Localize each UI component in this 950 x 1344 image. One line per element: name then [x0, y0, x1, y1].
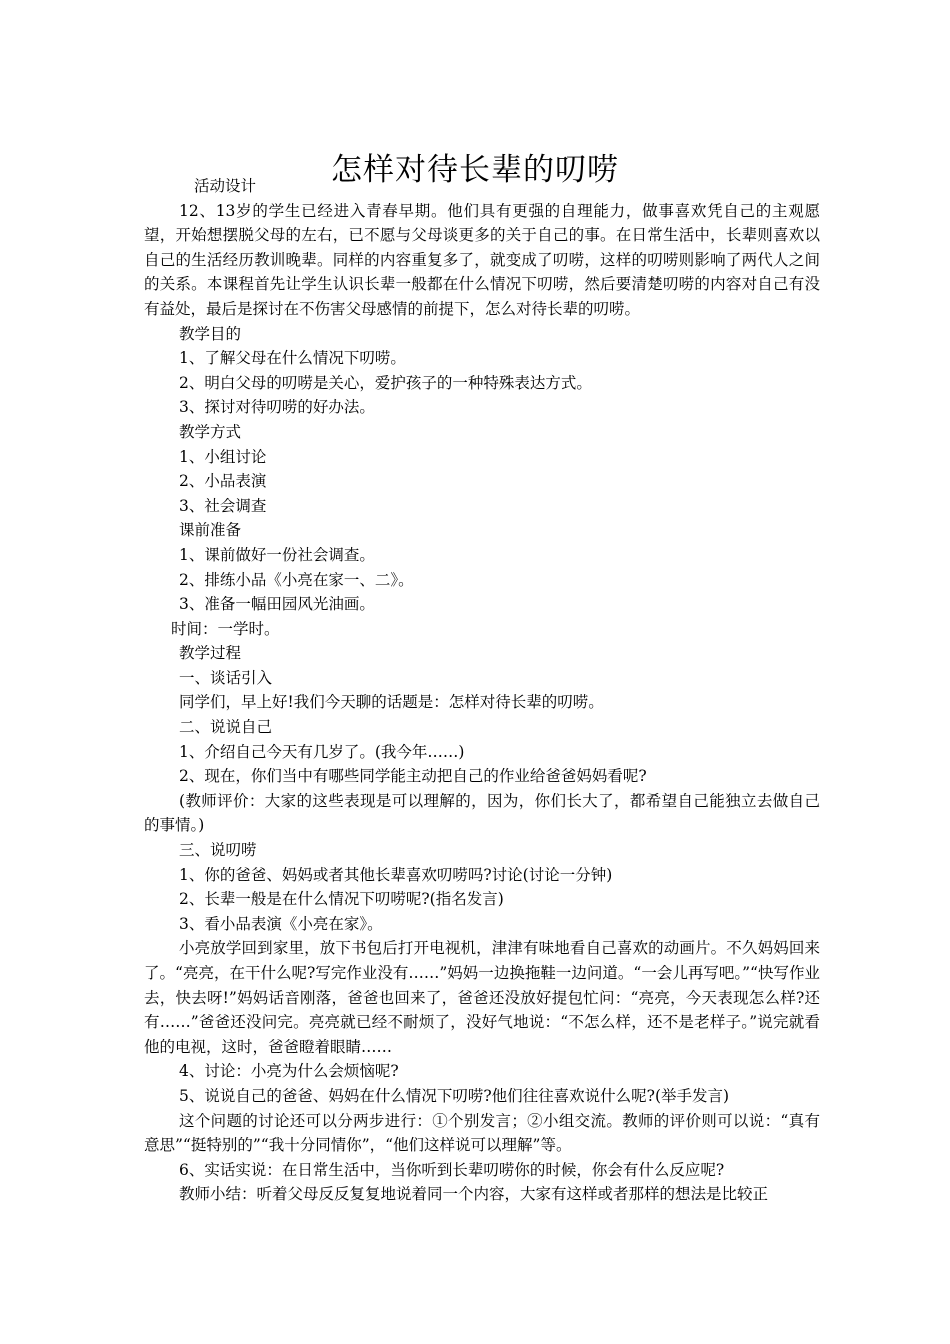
step-3-item-4: 4、讨论：小亮为什么会烦恼呢? [179, 1062, 399, 1081]
goal-item-3: 3、探讨对待叨唠的好办法。 [179, 398, 375, 417]
goal-item-2: 2、明白父母的叨唠是关心，爱护孩子的一种特殊表达方式。 [179, 373, 592, 392]
step-1-text: 同学们，早上好!我们今天聊的话题是：怎样对待长辈的叨唠。 [179, 693, 604, 712]
section-heading-preparation: 课前准备 [179, 521, 242, 540]
step-3-item-2: 2、长辈一般是在什么情况下叨唠呢?(指名发言) [179, 890, 504, 909]
document-body [144, 174, 820, 1207]
step-heading-1: 一、谈话引入 [179, 668, 273, 687]
preparation-item-3: 3、准备一幅田园风光油画。 [179, 595, 375, 614]
step-2-item-1: 1、介绍自己今天有几岁了。(我今年……) [179, 742, 465, 761]
step-heading-2: 二、说说自己 [179, 718, 273, 737]
step-3-item-5: 5、说说自己的爸爸、妈妈在什么情况下叨唠?他们往往喜欢说什么呢?(举手发言) [179, 1086, 730, 1105]
step-heading-3: 三、说叨唠 [179, 841, 257, 860]
time-line: 时间：一学时。 [171, 619, 280, 638]
preparation-item-1: 1、课前做好一份社会调查。 [179, 545, 375, 564]
paragraph-intro: 12、13岁的学生已经进入青春早期。他们具有更强的自理能力，做事喜欢凭自己的主观愿望，开始想摆脱父母的左右，已不愿与父母谈更多的关于自己的事。在日常生活中，长辈则喜欢以自己的生活经历教训晚辈。同样的内容重复多了，就变成了叨唠，这样的叨唠则影响了两代人之间的关系。本课程首先让学生认识长辈一般都在什么情况下叨唠，然后要清楚叨唠的内容对自己有没有益处，最后是探讨在不伤害父母感情的前提下，怎么对待长辈的叨唠。 [144, 201, 820, 318]
section-heading-teaching-goals: 教学目的 [179, 324, 242, 343]
method-item-3: 3、社会调查 [179, 496, 267, 515]
skit-story-paragraph: 小亮放学回到家里，放下书包后打开电视机，津津有味地看自己喜欢的动画片。不久妈妈回来了。“亮亮，在干什么呢?写完作业没有……”妈妈一边换拖鞋一边问道。“一会儿再写吧。”“快写作业去，快去呀!”妈妈话音刚落，爸爸也回来了，爸爸还没放好提包忙问：“亮亮，今天表现怎么样?还有……”爸爸还没问完。亮亮就已经不耐烦了，没好气地说：“不怎么样，还不是老样子。”说完就看他的电视，这时，爸爸瞪着眼睛…… [144, 939, 820, 1056]
discussion-note: 这个问题的讨论还可以分两步进行：①个别发言；②小组交流。教师的评价则可以说：“真有意思”“挺特别的”“我十分同情你”，“他们这样说可以理解”等。 [144, 1111, 820, 1155]
step-2-item-2: 2、现在，你们当中有哪些同学能主动把自己的作业给爸爸妈妈看呢? [179, 767, 647, 786]
method-item-1: 1、小组讨论 [179, 447, 267, 466]
section-heading-teaching-methods: 教学方式 [179, 422, 242, 441]
teacher-summary: 教师小结：听着父母反反复复地说着同一个内容，大家有这样或者那样的想法是比较正 [179, 1185, 769, 1204]
teacher-evaluation-note: (教师评价：大家的这些表现是可以理解的，因为，你们长大了，都希望自己能独立去做自己的事情。) [144, 791, 820, 835]
goal-item-1: 1、了解父母在什么情况下叨唠。 [179, 349, 406, 368]
step-3-item-1: 1、你的爸爸、妈妈或者其他长辈喜欢叨唠吗?讨论(讨论一分钟) [179, 865, 613, 884]
preparation-item-2: 2、排练小品《小亮在家一、二》。 [179, 570, 414, 589]
step-3-item-3: 3、看小品表演《小亮在家》。 [179, 914, 383, 933]
document-title: 怎样对待长辈的叨唠 [331, 151, 619, 188]
section-heading-activity-design: 活动设计 [194, 177, 257, 195]
method-item-2: 2、小品表演 [179, 472, 267, 491]
step-3-item-6: 6、实话实说：在日常生活中，当你听到长辈叨唠你的时候，你会有什么反应呢? [179, 1160, 725, 1179]
section-heading-teaching-process: 教学过程 [179, 644, 242, 663]
